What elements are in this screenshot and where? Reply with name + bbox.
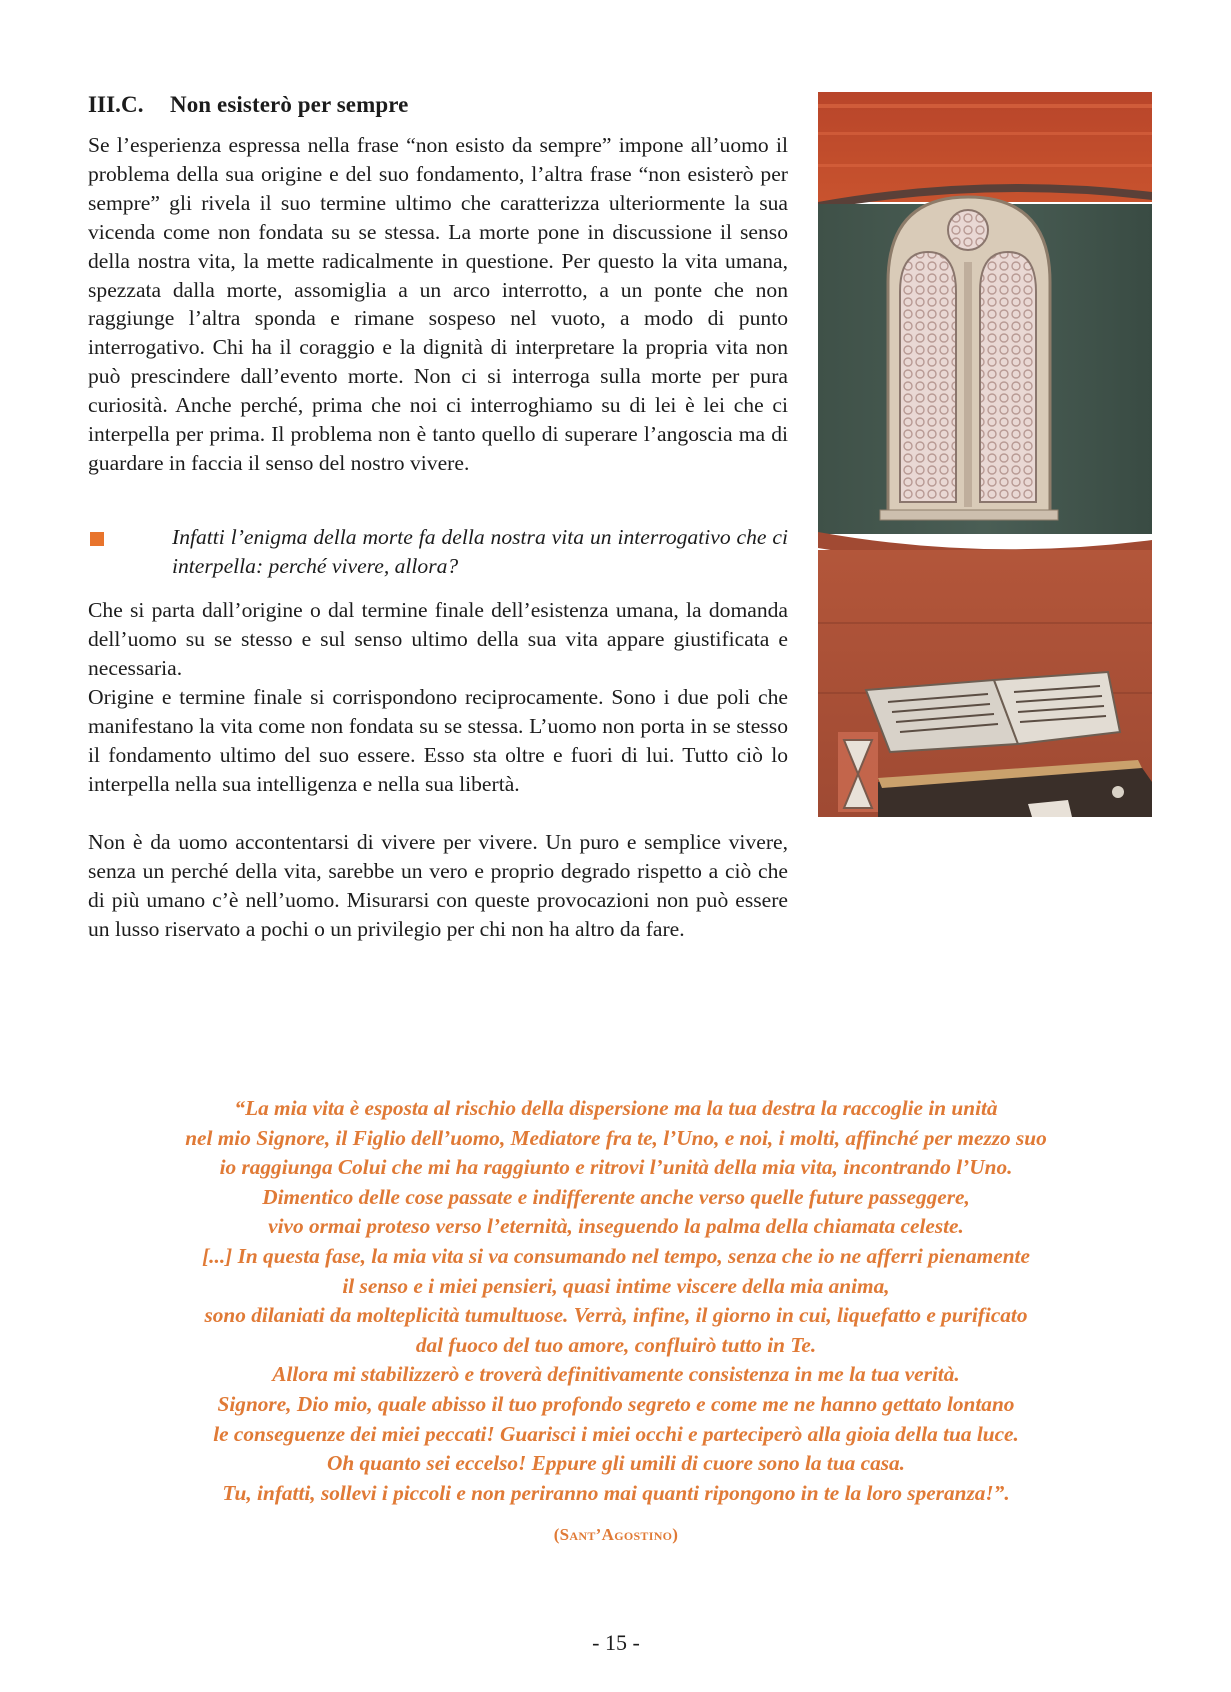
section-number: III.C. bbox=[88, 92, 144, 117]
quote-line: io raggiunga Colui che mi ha raggiunto e ritrovi l’unità della mia vita, incontrando l’Uno. bbox=[219, 1155, 1013, 1180]
section-title: Non esisterò per sempre bbox=[170, 92, 409, 117]
fresco-image bbox=[818, 92, 1152, 817]
quote-line: sono dilaniati da molteplicità tumultuose. Verrà, infine, il giorno in cui, liquefatto e purificato bbox=[204, 1303, 1028, 1328]
quote-line: dal fuoco del tuo amore, confluirò tutto in Te. bbox=[415, 1332, 817, 1357]
paragraph-1: Se l’esperienza espressa nella frase “non esisto da sempre” impone all’uomo il problema della sua origine e del suo fondamento, l’altra frase “non esisterò per sempre” gli rivela il suo termine ultimo che caratterizza ulteriormente la sua vicenda come non fondata su se stessa. La morte pone in discussione il senso della nostra vita, la mette radicalmente in questione. Per questo la vita umana, spezzata dalla morte, assomiglia a un arco interrotto, a un ponte che non raggiunge l’altra sponda e rimane sospeso nel vuoto, a modo di punto interrogativo. Chi ha il coraggio e la dignità di interpretare la propria vita non può prescindere dall’evento morte. Non ci si interroga sulla morte per pura curiosità. Anche perché, prima che noi ci interroghiamo su di lei è lei che ci interpella per prima. Il problema non è tanto quello di superare l’angoscia ma di guardare in faccia il senso del nostro vivere. bbox=[88, 133, 788, 475]
quote-line: Oh quanto sei eccelso! Eppure gli umili di cuore sono la tua casa. bbox=[326, 1451, 906, 1476]
quote-line: Signore, Dio mio, quale abisso il tuo profondo segreto e come me ne hanno gettato lontano bbox=[217, 1391, 1015, 1416]
paragraph-3: Origine e termine finale si corrispondono reciprocamente. Sono i due poli che manifestano la vita come non fondata su se stessa. L’uomo non porta in se stesso il fondamento ultimo del suo essere. Esso sta oltre e fuori di lui. Tutto ciò lo interpella nella sua intelligenza e nella sua libertà. bbox=[88, 685, 788, 796]
quote-line: il senso e i miei pensieri, quasi intime viscere della mia anima, bbox=[342, 1273, 890, 1298]
quote-line: [...] In questa fase, la mia vita si va consumando nel tempo, senza che io ne afferri pienamente bbox=[202, 1243, 1030, 1268]
quote-line: Tu, infatti, sollevi i piccoli e non periranno mai quanti ripongono in te la loro speranza!”. bbox=[222, 1480, 1010, 1505]
quote-line: le conseguenze dei miei peccati! Guarisci i miei occhi e parteciperò alla gioia della tua luce. bbox=[213, 1421, 1019, 1446]
quote-line: nel mio Signore, il Figlio dell’uomo, Mediatore fra te, l’Uno, e noi, i molti, affinché per mezzo suo bbox=[185, 1125, 1047, 1150]
quote-line: Allora mi stabilizzerò e troverà definitivamente consistenza in me la tua verità. bbox=[272, 1362, 960, 1387]
page-number: - 15 - bbox=[592, 1630, 640, 1655]
paragraph-2: Che si parta dall’origine o dal termine finale dell’esistenza umana, la domanda dell’uomo su se stesso e sul senso ultimo della sua vita appare giustificata e necessaria. bbox=[88, 598, 788, 680]
augustine-quote bbox=[80, 1094, 1152, 1508]
quote-line: “La mia vita è esposta al rischio della dispersione ma la tua destra la raccoglie in unità bbox=[234, 1096, 998, 1120]
orange-square-bullet-icon bbox=[90, 532, 104, 546]
quote-line: Dimentico delle cose passate e indifferente anche verso quelle future passeggere, bbox=[262, 1184, 970, 1209]
paragraph-4: Non è da uomo accontentarsi di vivere per vivere. Un puro e semplice vivere, senza un perché della vita, sarebbe un vero e proprio degrado rispetto a ciò che di più umano c’è nell’uomo. Misurarsi con queste provocazioni non può essere un lusso riservato a pochi o un privilegio per chi non ha altro da fare. bbox=[88, 830, 788, 941]
callout-text: Infatti l’enigma della morte fa della nostra vita un interrogativo che ci interpella: perché vivere, allora? bbox=[172, 525, 788, 578]
quote-line: vivo ormai proteso verso l’eternità, inseguendo la palma della chiamata celeste. bbox=[268, 1214, 964, 1239]
quote-attribution: (Sant’Agostino) bbox=[553, 1525, 679, 1544]
section-heading bbox=[88, 92, 408, 118]
